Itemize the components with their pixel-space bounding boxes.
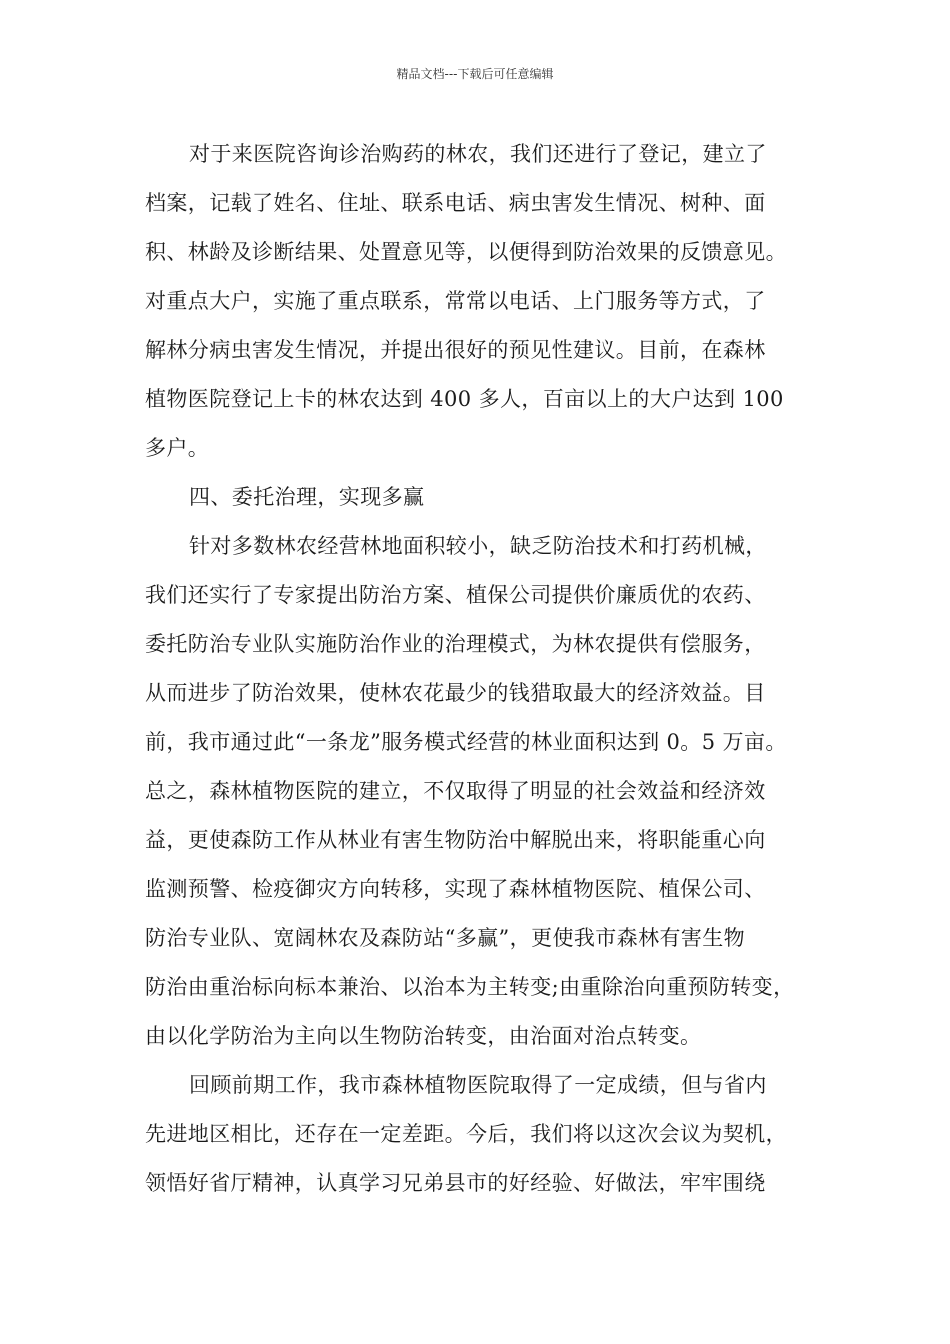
text-line: 领悟好省厅精神，认真学习兄弟县市的好经验、好做法，牢牢围绕: [145, 1171, 766, 1195]
text-line: 对于来医院咨询诊治购药的林农，我们还进行了登记，建立了: [189, 142, 767, 166]
text-line: 由以化学防治为主向以生物防治转变，由治面对治点转变。: [145, 1024, 702, 1048]
text-line: 防治由重治标向标本兼治、以治本为主转变;由重除治向重预防转变，: [145, 975, 795, 999]
text-line: 解林分病虫害发生情况，并提出很好的预见性建议。目前，在森林: [145, 338, 766, 362]
text-line: 从而进步了防治效果，使林农花最少的钱猎取最大的经济效益。目: [145, 681, 766, 705]
text-line: 对重点大户，实施了重点联系，常常以电话、上门服务等方式，了: [145, 289, 766, 313]
text-line: 防治专业队、宽阔林农及森防站“多赢”，更使我市森林有害生物: [145, 926, 746, 950]
document-body: [145, 130, 825, 1208]
text-line: 益，更使森防工作从林业有害生物防治中解脱出来，将职能重心向: [145, 828, 766, 852]
text-line: 积、林龄及诊断结果、处置意见等，以便得到防治效果的反馈意见。: [145, 240, 787, 264]
text-line: 多户。: [145, 436, 210, 460]
text-line: 委托防治专业队实施防治作业的治理模式，为林农提供有偿服务，: [145, 632, 766, 656]
text-line: 四、委托治理，实现多赢: [189, 485, 425, 509]
text-line: 监测预警、检疫御灾方向转移，实现了森林植物医院、植保公司、: [145, 877, 766, 901]
text-line: 我们还实行了专家提出防治方案、植保公司提供价廉质优的农药、: [145, 583, 766, 607]
text-line: 植物医院登记上卡的林农达到 400 多人，百亩以上的大户达到 100: [145, 387, 784, 411]
text-line: 针对多数林农经营林地面积较小，缺乏防治技术和打药机械，: [189, 534, 767, 558]
text-line: 先进地区相比，还存在一定差距。今后，我们将以这次会议为契机，: [145, 1122, 787, 1146]
page-header: 精品文档---下载后可任意编辑: [396, 67, 554, 81]
text-line: 回顾前期工作，我市森林植物医院取得了一定成绩，但与省内: [189, 1073, 767, 1097]
text-line: 总之，森林植物医院的建立，不仅取得了明显的社会效益和经济效: [145, 779, 766, 803]
text-line: 档案，记载了姓名、住址、联系电话、病虫害发生情况、树种、面: [145, 191, 766, 215]
text-line: 前，我市通过此“一条龙”服务模式经营的林业面积达到 0。5 万亩。: [145, 730, 787, 754]
